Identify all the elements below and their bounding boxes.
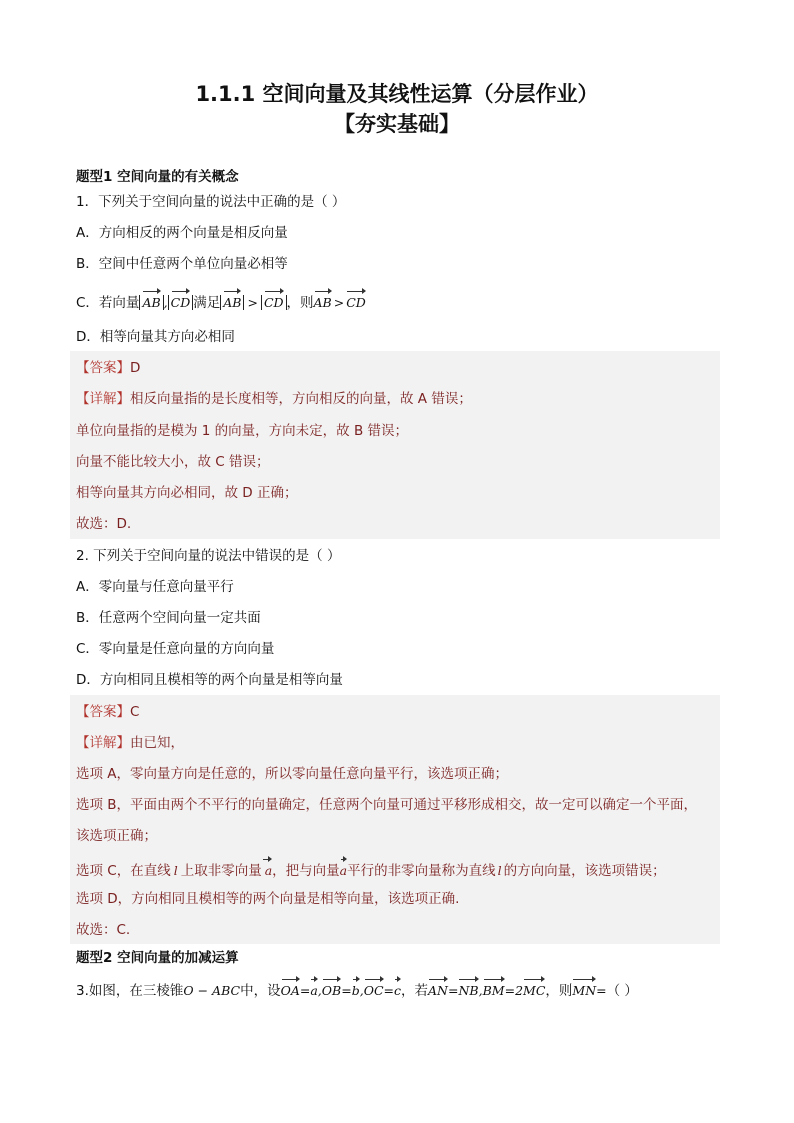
detail-text: 的方向向量，该选项错误； — [503, 863, 666, 879]
detail-tag: 【详解】 — [76, 735, 130, 751]
q2-choose: 故选：C. — [76, 922, 131, 938]
vector-ab: AB — [223, 290, 241, 313]
q1-stem: 1．下列关于空间向量的说法中正确的是（ ） — [76, 194, 346, 210]
vector-ab: AB — [314, 290, 332, 313]
vector-b: b — [352, 978, 360, 1001]
page-title: 1.1.1 空间向量及其线性运算（分层作业） — [195, 82, 599, 106]
q2-detail-4 — [76, 858, 666, 881]
detail-text: 由已知， — [130, 735, 184, 751]
q1-detail-4: 相等向量其方向必相同，故 D 正确； — [76, 485, 298, 501]
q1-detail-2: 单位向量指的是模为 1 的向量，方向未定，故 B 错误； — [76, 423, 409, 439]
line-l: l — [173, 863, 178, 878]
vector-oc: OC — [364, 978, 384, 1001]
vector-mc: MC — [523, 978, 545, 1001]
eq-sign: = — [504, 983, 516, 998]
q1-detail-1 — [76, 389, 472, 409]
answer-value: C — [130, 704, 140, 720]
q3-text: 中，设 — [240, 983, 281, 999]
q2-detail-1: 选项 A，零向量方向是任意的，所以零向量任意向量平行，该选项正确； — [76, 766, 509, 782]
line-l: l — [497, 863, 502, 878]
q1-abs-cd-2 — [261, 295, 287, 310]
answer-tag: 【答案】 — [76, 704, 130, 720]
vector-oa: OA — [281, 978, 300, 1001]
gt-sign: > — [247, 295, 258, 310]
answer-value: D — [130, 360, 141, 376]
comma: , — [478, 983, 483, 998]
eq-sign: = — [341, 983, 352, 998]
q1-abs-ab — [139, 295, 163, 310]
q3-text: ，若 — [401, 983, 429, 999]
q2-detail-0 — [76, 733, 184, 753]
vector-a: a — [310, 978, 317, 1001]
q3-stem — [76, 978, 638, 1001]
q3-text: （ ） — [606, 983, 638, 999]
vector-nb: NB — [458, 978, 478, 1001]
q1-option-c-pre: C．若向量 — [76, 295, 140, 311]
detail-text: ，把与向量 — [272, 863, 340, 879]
vector-a: a — [340, 858, 347, 881]
section-heading-2: 题型2 空间向量的加减运算 — [76, 950, 239, 966]
q2-detail-5: 选项 D，方向相同且模相等的两个向量是相等向量，该选项正确. — [76, 891, 460, 907]
q2-detail-2: 选项 B，平面由两个不平行的向量确定，任意两个向量可通过平移形成相交，故一定可以确定一个平面， — [76, 797, 698, 813]
detail-tag: 【详解】 — [76, 391, 130, 407]
detail-text: 相反向量指的是长度相等，方向相反的向量，故 A 错误； — [130, 391, 472, 407]
q1-abs-cd — [168, 295, 194, 310]
q1-option-c — [76, 290, 366, 313]
q1-option-d: D．相等向量其方向必相同 — [76, 329, 235, 345]
q2-option-a: A．零向量与任意向量平行 — [76, 579, 234, 595]
eq-sign: = — [447, 983, 459, 998]
eq-sign: = — [299, 983, 311, 998]
q1-answer-box — [70, 351, 720, 539]
q2-detail-3: 该选项正确； — [76, 828, 157, 844]
comma: , — [359, 983, 364, 998]
q1-option-c-mid1: 满足 — [193, 295, 221, 311]
vector-mn: MN — [572, 978, 596, 1001]
q1-option-c-mid2: ，则 — [286, 295, 314, 311]
vector-ab: AB — [142, 290, 160, 313]
q3-text: 3.如图，在三棱锥 — [76, 983, 184, 999]
q2-option-d: D．方向相同且模相等的两个向量是相等向量 — [76, 672, 343, 688]
answer-tag: 【答案】 — [76, 360, 130, 376]
eq-sign: = — [596, 983, 607, 998]
section-heading-1: 题型1 空间向量的有关概念 — [76, 169, 239, 185]
vector-a: a — [262, 858, 272, 881]
q2-stem: 2. 下列关于空间向量的说法中错误的是（ ） — [76, 548, 341, 564]
tetrahedron-label: O − ABC — [183, 983, 241, 998]
q1-option-b: B．空间中任意两个单位向量必相等 — [76, 256, 288, 272]
vector-bm: BM — [483, 978, 505, 1001]
vector-c: c — [394, 978, 401, 1001]
vector-cd: CD — [264, 290, 284, 313]
q3-text: ，则 — [545, 983, 573, 999]
vector-cd: CD — [346, 290, 366, 313]
page-subtitle: 【夯实基础】 — [334, 112, 460, 136]
q1-choose: 故选：D. — [76, 516, 132, 532]
detail-text: 上取非零向量 — [180, 863, 262, 879]
comma: , — [317, 983, 322, 998]
eq-sign: = — [383, 983, 394, 998]
gt-sign: > — [333, 295, 345, 310]
vector-cd: CD — [171, 290, 191, 313]
q1-detail-3: 向量不能比较大小，故 C 错误； — [76, 454, 270, 470]
vector-an: AN — [428, 978, 448, 1001]
q1-answer — [76, 358, 140, 378]
detail-text: 选项 C，在直线 — [76, 863, 171, 879]
comma: , — [163, 295, 168, 310]
vector-ob: OB — [322, 978, 341, 1001]
q2-option-c: C．零向量是任意向量的方向向量 — [76, 641, 275, 657]
coefficient: 2 — [515, 983, 524, 998]
q2-answer — [76, 702, 139, 722]
detail-text: 平行的非零向量称为直线 — [347, 863, 496, 879]
q2-option-b: B．任意两个空间向量一定共面 — [76, 610, 261, 626]
q1-option-a: A．方向相反的两个向量是相反向量 — [76, 225, 288, 241]
q1-abs-ab-2 — [220, 295, 244, 310]
